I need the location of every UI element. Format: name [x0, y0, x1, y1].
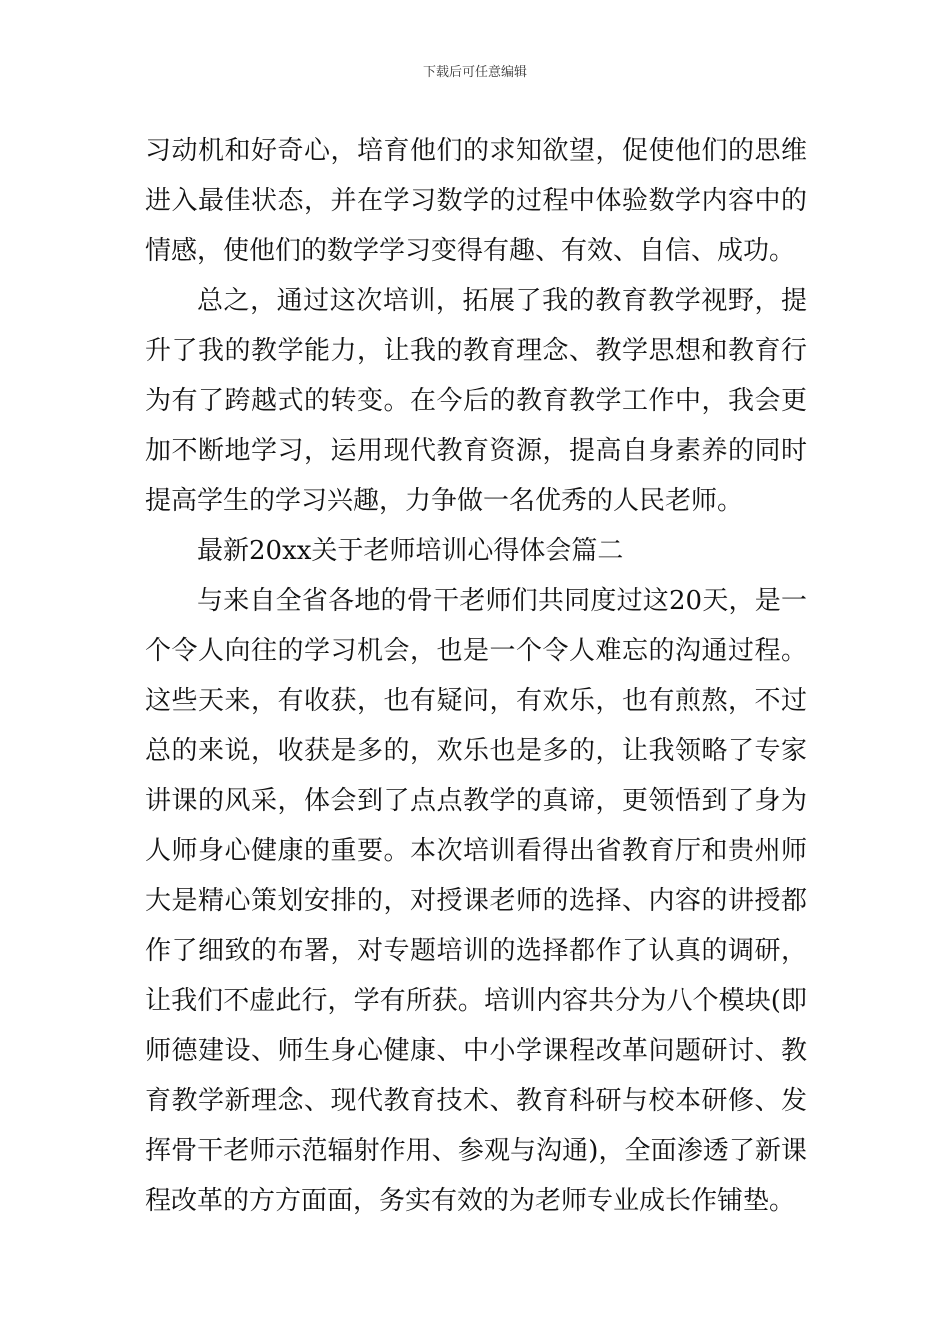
text-line: 让我们不虚此行，学有所获。培训内容共分为八个模块(即 [145, 986, 807, 1016]
text-line: 人师身心健康的重要。本次培训看得出省教育厅和贵州师 [145, 836, 807, 866]
text-line: 大是精心策划安排的，对授课老师的选择、内容的讲授都 [145, 886, 807, 916]
page-header-note: 下载后可任意编辑 [422, 65, 527, 80]
text-line: 程改革的方方面面，务实有效的为老师专业成长作铺垫。 [145, 1186, 796, 1216]
text-line: 加不断地学习，运用现代教育资源，提高自身素养的同时 [145, 436, 807, 466]
text-line: 与来自全省各地的骨干老师们共同度过这20天，是一 [197, 586, 807, 616]
text-line: 提高学生的学习兴趣，力争做一名优秀的人民老师。 [145, 486, 744, 516]
text-line: 总的来说，收获是多的，欢乐也是多的，让我领略了专家 [145, 736, 807, 766]
text-line: 个令人向往的学习机会，也是一个令人难忘的沟通过程。 [145, 636, 807, 666]
text-line: 情感，使他们的数学学习变得有趣、有效、自信、成功。 [145, 236, 796, 266]
document-body [145, 126, 807, 1226]
section-title: 最新20xx关于老师培训心得体会篇二 [197, 536, 624, 566]
section-heading [145, 526, 807, 576]
text-line: 挥骨干老师示范辐射作用、参观与沟通)，全面渗透了新课 [145, 1136, 807, 1166]
text-line: 习动机和好奇心，培育他们的求知欲望，促使他们的思维 [145, 136, 807, 166]
text-line: 讲课的风采，体会到了点点教学的真谛，更领悟到了身为 [145, 786, 807, 816]
text-line: 进入最佳状态，并在学习数学的过程中体验数学内容中的 [145, 186, 807, 216]
text-line: 作了细致的布署，对专题培训的选择都作了认真的调研， [145, 936, 807, 966]
paragraph-3 [145, 576, 807, 1226]
text-line: 升了我的教学能力，让我的教育理念、教学思想和教育行 [145, 336, 807, 366]
text-line: 总之，通过这次培训，拓展了我的教育教学视野，提 [197, 286, 807, 316]
text-line: 育教学新理念、现代教育技术、教育科研与校本研修、发 [145, 1086, 807, 1116]
paragraph-1 [145, 126, 807, 276]
text-line: 为有了跨越式的转变。在今后的教育教学工作中，我会更 [145, 386, 807, 416]
paragraph-2 [145, 276, 807, 526]
text-line: 师德建设、师生身心健康、中小学课程改革问题研讨、教 [145, 1036, 807, 1066]
text-line: 这些天来，有收获，也有疑问，有欢乐，也有煎熬，不过 [145, 686, 807, 716]
